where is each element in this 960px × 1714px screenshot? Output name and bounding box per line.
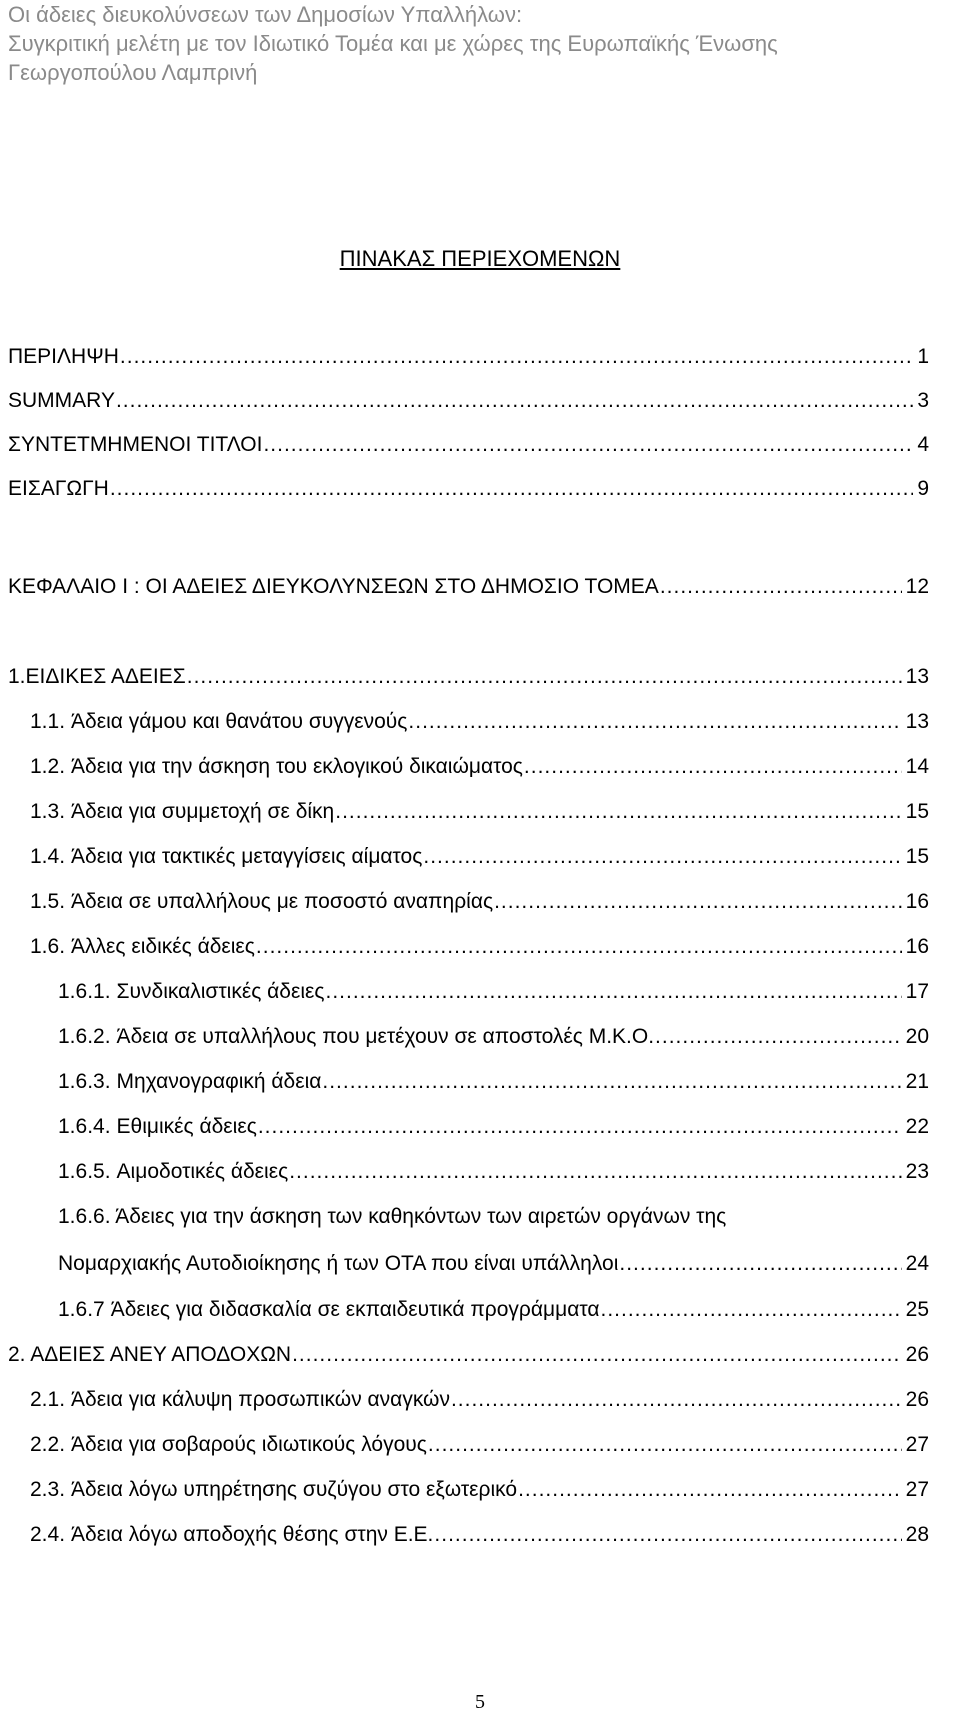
toc-leader-dots — [524, 753, 902, 781]
toc-leader-dots — [434, 1521, 901, 1549]
running-header — [8, 0, 953, 87]
toc-entry-number: 2.3. — [30, 1478, 66, 1501]
toc-entry[interactable] — [8, 475, 929, 503]
toc-entry-page: 13 — [905, 665, 929, 688]
toc-leader-dots — [326, 978, 902, 1006]
toc-leader-dots — [428, 1431, 902, 1459]
toc-entry-subsection[interactable] — [30, 933, 929, 961]
toc-entry-subsubsection[interactable] — [58, 1068, 929, 1096]
toc-leader-dots — [494, 888, 902, 916]
toc-entry[interactable] — [8, 343, 929, 371]
toc-entry-number: 1.6.7 — [58, 1298, 105, 1321]
toc-leader-dots — [289, 1158, 901, 1186]
toc-leader-dots — [518, 1476, 902, 1504]
toc-entry-label: Άδεια λόγω αποδοχής θέσης στην Ε.Ε. — [71, 1523, 434, 1546]
toc-leader-dots — [263, 431, 913, 459]
toc-entry-number: 1.6.4. — [58, 1115, 111, 1138]
toc-entry-number: 1.5. — [30, 890, 66, 913]
toc-entry-page: 25 — [905, 1298, 929, 1321]
toc-entry-label: 2. ΑΔΕΙΕΣ ΑΝΕΥ ΑΠΟΔΟΧΩΝ — [8, 1343, 292, 1366]
toc-leader-dots — [116, 387, 913, 415]
toc-entry-subsection[interactable] — [30, 1521, 929, 1549]
toc-entry-page: 3 — [917, 389, 929, 412]
toc-entry-subsubsection[interactable] — [58, 1158, 929, 1186]
header-subtitle-line: Συγκριτική μελέτη με τον Ιδιωτικό Τομέα και με χώρες της Ευρωπαϊκής Ένωσης — [8, 31, 778, 56]
toc-entry-label: Άδειες για την άσκηση των καθηκόντων των αιρετών οργάνων της — [115, 1205, 727, 1228]
toc-entry-page: 27 — [905, 1433, 929, 1456]
toc-entry-chapter[interactable] — [8, 573, 929, 601]
toc-entry-subsection[interactable] — [30, 888, 929, 916]
toc-entry-subsubsection[interactable] — [58, 1113, 929, 1141]
toc-entry-subsection[interactable] — [30, 1476, 929, 1504]
toc-entry-label: Συνδικαλιστικές άδειες — [116, 980, 325, 1003]
toc-entry-number: 1.2. — [30, 755, 66, 778]
toc-entry-subsection[interactable] — [30, 1386, 929, 1414]
toc-entry-page: 12 — [905, 575, 929, 598]
toc-entry-page: 26 — [905, 1343, 929, 1366]
header-title-line: Οι άδειες διευκολύνσεων των Δημοσίων Υπαλλήλων: — [8, 2, 523, 27]
toc-entry-subsubsection[interactable] — [58, 1203, 726, 1231]
toc-entry-label: Άδεια για σοβαρούς ιδιωτικούς λόγους — [71, 1433, 427, 1456]
toc-leader-dots — [120, 343, 913, 371]
toc-entry-subsection[interactable] — [30, 843, 929, 871]
toc-entry-label: Αιμοδοτικές άδειες — [116, 1160, 289, 1183]
toc-leader-dots — [660, 573, 902, 601]
toc-entry-subsection[interactable] — [30, 1431, 929, 1459]
toc-leader-dots — [335, 798, 901, 826]
toc-entry-page: 24 — [905, 1252, 929, 1275]
toc-entry-page: 17 — [905, 980, 929, 1003]
toc-entry-section[interactable] — [8, 663, 929, 691]
toc-entry-page: 15 — [905, 800, 929, 823]
toc-entry-page: 14 — [905, 755, 929, 778]
toc-entry-subsection[interactable] — [30, 708, 929, 736]
toc-entry[interactable] — [8, 431, 929, 459]
toc-entry-label: Άδεια σε υπαλλήλους που μετέχουν σε αποστολές Μ.Κ.Ο. — [116, 1025, 655, 1048]
toc-entry-label: ΠΕΡΙΛΗΨΗ — [8, 345, 119, 368]
toc-entry-number: 2.1. — [30, 1388, 66, 1411]
toc-entry-label: ΕΙΣΑΓΩΓΗ — [8, 477, 109, 500]
toc-entry-label: Άδεια για τακτικές μεταγγίσεις αίματος — [71, 845, 423, 868]
toc-entry-number: 1.6. — [30, 935, 66, 958]
toc-entry-label: Άδεια για κάλυψη προσωπικών αναγκών — [71, 1388, 450, 1411]
toc-entry-label: ΚΕΦΑΛΑΙΟ Ι : ΟΙ ΑΔΕΙΕΣ ΔΙΕΥΚΟΛΥΝΣΕΩΝ ΣΤΟ ΔΗΜΟΣΙΟ ΤΟΜΕΑ — [8, 575, 659, 598]
toc-leader-dots — [423, 843, 901, 871]
toc-leader-dots — [601, 1296, 902, 1324]
toc-title: ΠΙΝΑΚΑΣ ΠΕΡΙΕΧΟΜΕΝΩΝ — [339, 246, 621, 271]
toc-entry-number: 1.6.5. — [58, 1160, 111, 1183]
toc-entry-subsubsection[interactable] — [58, 1023, 929, 1051]
toc-entry-page: 4 — [917, 433, 929, 456]
toc-entry[interactable] — [8, 387, 929, 415]
toc-leader-dots — [322, 1068, 901, 1096]
toc-entry-label: ΣΥΝΤΕΤΜΗΜΕΝΟΙ ΤΙΤΛΟΙ — [8, 433, 263, 456]
toc-entry-subsubsection[interactable] — [58, 1296, 929, 1324]
toc-leader-dots — [655, 1023, 902, 1051]
toc-entry-label: Άδεια σε υπαλλήλους με ποσοστό αναπηρίας — [71, 890, 494, 913]
toc-leader-dots — [292, 1341, 902, 1369]
header-author-line: Γεωργοπούλου Λαμπρινή — [8, 60, 258, 85]
toc-entry-page: 13 — [905, 710, 929, 733]
toc-entry-label: Άδειες για διδασκαλία σε εκπαιδευτικά προγράμματα — [110, 1298, 600, 1321]
toc-entry-number: 1.3. — [30, 800, 66, 823]
toc-leader-dots — [408, 708, 901, 736]
toc-entry-number: 1.1. — [30, 710, 66, 733]
toc-entry-label: Νομαρχιακής Αυτοδιοίκησης ή των ΟΤΑ που είναι υπάλληλοι — [58, 1252, 619, 1275]
toc-entry-label: Μηχανογραφική άδεια — [116, 1070, 322, 1093]
toc-entry-number: 1.6.1. — [58, 980, 111, 1003]
toc-entry-number: 2.4. — [30, 1523, 66, 1546]
toc-leader-dots — [258, 1113, 902, 1141]
toc-entry-page: 26 — [905, 1388, 929, 1411]
toc-entry-label: SUMMARY — [8, 389, 115, 412]
toc-entry-subsubsection[interactable] — [58, 978, 929, 1006]
toc-entry-page: 28 — [905, 1523, 929, 1546]
toc-leader-dots — [110, 475, 913, 503]
toc-entry-number: 1.6.3. — [58, 1070, 111, 1093]
toc-entry-label: 1.ΕΙΔΙΚΕΣ ΑΔΕΙΕΣ — [8, 665, 186, 688]
toc-entry-label: Εθιμικές άδειες — [116, 1115, 257, 1138]
toc-leader-dots — [619, 1250, 901, 1278]
toc-entry-label: Άδεια λόγω υπηρέτησης συζύγου στο εξωτερικό — [71, 1478, 518, 1501]
toc-entry-label: Άδεια για την άσκηση του εκλογικού δικαιώματος — [71, 755, 523, 778]
toc-entry-page: 20 — [905, 1025, 929, 1048]
toc-leader-dots — [451, 1386, 902, 1414]
toc-entry-subsection[interactable] — [30, 753, 929, 781]
toc-entry-page: 9 — [917, 477, 929, 500]
toc-entry-section[interactable] — [8, 1341, 929, 1369]
toc-entry-page: 1 — [917, 345, 929, 368]
page-number: 5 — [475, 1691, 485, 1713]
toc-entry-page: 23 — [905, 1160, 929, 1183]
toc-entry-subsection[interactable] — [30, 798, 929, 826]
toc-entry-label: Άδεια γάμου και θανάτου συγγενούς — [71, 710, 408, 733]
toc-leader-dots — [187, 663, 902, 691]
toc-entry-page: 16 — [905, 935, 929, 958]
toc-entry-label: Άλλες ειδικές άδειες — [71, 935, 255, 958]
toc-entry-number: 1.6.6. — [58, 1205, 111, 1228]
toc-entry-page: 16 — [905, 890, 929, 913]
toc-entry-page: 15 — [905, 845, 929, 868]
toc-entry-page: 27 — [905, 1478, 929, 1501]
toc-leader-dots — [256, 933, 902, 961]
toc-entry-number: 1.6.2. — [58, 1025, 111, 1048]
toc-entry-label: Άδεια για συμμετοχή σε δίκη — [71, 800, 335, 823]
toc-entry-number: 1.4. — [30, 845, 66, 868]
toc-entry-page: 22 — [905, 1115, 929, 1138]
toc-entry-page: 21 — [905, 1070, 929, 1093]
toc-entry-continuation[interactable] — [58, 1250, 929, 1278]
toc-entry-number: 2.2. — [30, 1433, 66, 1456]
